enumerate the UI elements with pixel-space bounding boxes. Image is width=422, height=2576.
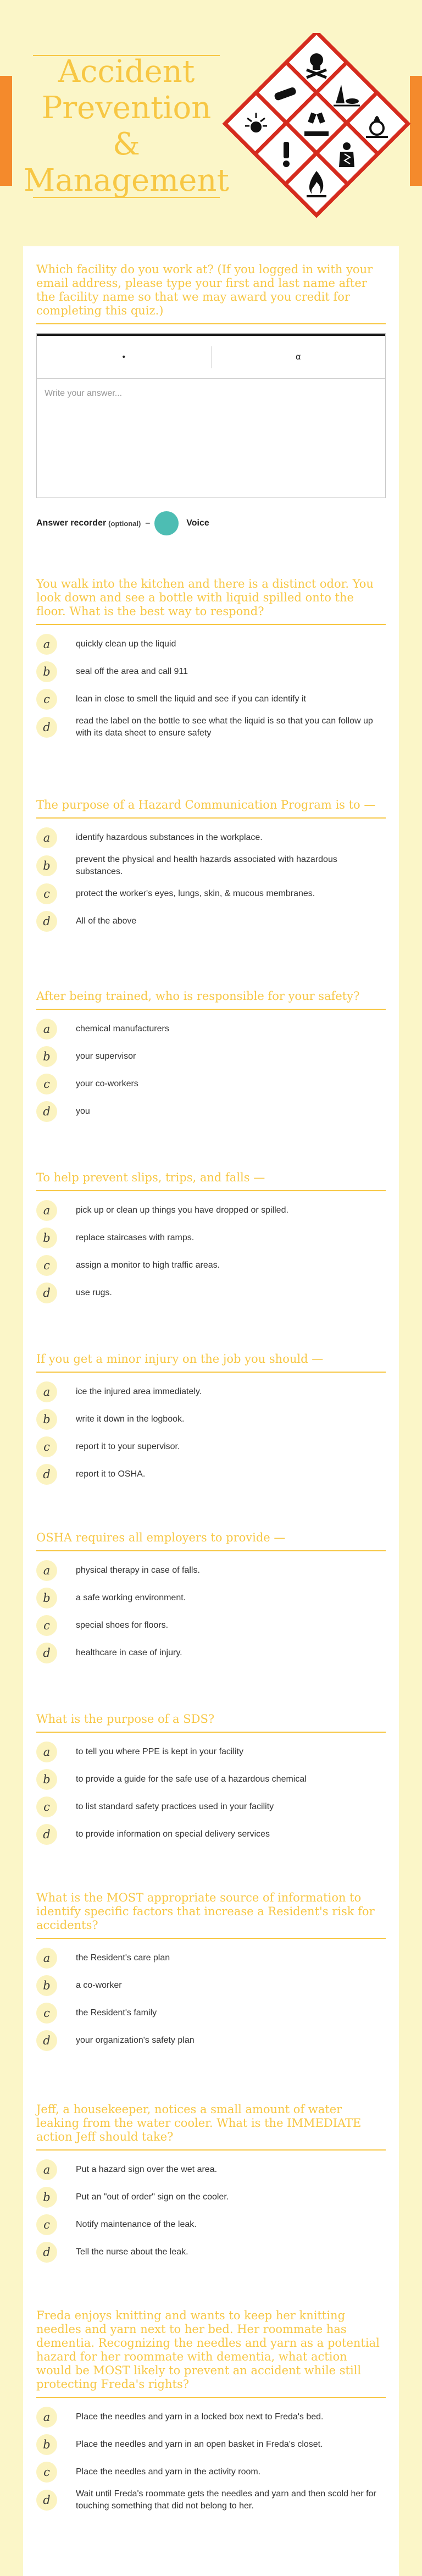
question-text: Jeff, a housekeeper, notices a small amount of water leaking from the water cooler. What is the IMMEDIATE action Jeff should take?: [36, 2103, 386, 2151]
answer-recorder: [36, 511, 386, 535]
special-characters-button[interactable]: α: [296, 352, 301, 362]
option-b[interactable]: [36, 2433, 386, 2456]
options-list: [36, 1199, 386, 1304]
option-letter-badge: d: [36, 1464, 57, 1485]
option-text: Notify maintenance of the leak.: [76, 2220, 197, 2229]
option-b[interactable]: [36, 660, 386, 683]
option-text: to list standard safety practices used in your facility: [76, 1802, 274, 1811]
option-letter-badge: c: [36, 883, 57, 904]
question-text: What is the MOST appropriate source of information to identify specific factors that increase a Resident's risk for accidents?: [36, 1891, 386, 1939]
option-text: pick up or clean up things you have dropped or spilled.: [76, 1206, 288, 1215]
option-b[interactable]: [36, 1768, 386, 1791]
options-list: [36, 1740, 386, 1846]
voice-label: Voice: [186, 518, 209, 528]
option-text: prevent the physical and health hazards associated with hazardous substances.: [76, 855, 337, 876]
option-letter-badge: b: [36, 1409, 57, 1430]
question-8: [36, 1712, 386, 1850]
option-a[interactable]: [36, 2406, 386, 2429]
option-c[interactable]: [36, 1795, 386, 1818]
option-a[interactable]: [36, 1018, 386, 1041]
option-letter-badge: b: [36, 1769, 57, 1790]
option-text: Wait until Freda's roommate gets the needles and yarn and then scold her for touching something that did not belong to her.: [76, 2489, 376, 2511]
option-text: the Resident's family: [76, 2008, 157, 2017]
option-text: Place the needles and yarn in a locked box next to Freda's bed.: [76, 2412, 324, 2422]
option-text: report it to your supervisor.: [76, 1442, 180, 1451]
option-text: assign a monitor to high traffic areas.: [76, 1261, 220, 1270]
question-text: To help prevent slips, trips, and falls —: [36, 1171, 386, 1191]
option-d[interactable]: [36, 1100, 386, 1123]
option-letter-badge: a: [36, 1381, 57, 1402]
question-1: [36, 263, 386, 324]
options-list: [36, 1018, 386, 1123]
option-letter-badge: a: [36, 2407, 57, 2428]
option-letter-badge: b: [36, 1975, 57, 1996]
question-10: [36, 2103, 386, 2268]
question-11: [36, 2309, 386, 2517]
question-text: After being trained, who is responsible for your safety?: [36, 990, 386, 1010]
option-c[interactable]: [36, 1614, 386, 1637]
option-b[interactable]: [36, 854, 386, 878]
option-b[interactable]: [36, 1045, 386, 1068]
option-letter-badge: b: [36, 1588, 57, 1608]
option-a[interactable]: [36, 633, 386, 656]
option-d[interactable]: [36, 1281, 386, 1304]
editor-toolbar: [37, 334, 385, 379]
option-letter-badge: a: [36, 827, 57, 848]
option-text: healthcare in case of injury.: [76, 1648, 182, 1657]
option-text: identify hazardous substances in the workplace.: [76, 833, 263, 842]
option-text: chemical manufacturers: [76, 1024, 169, 1033]
option-b[interactable]: [36, 1226, 386, 1250]
option-text: to provide information on special delivery services: [76, 1829, 270, 1839]
option-letter-badge: d: [36, 1283, 57, 1303]
options-list: [36, 1947, 386, 2052]
option-letter-badge: c: [36, 2462, 57, 2483]
option-c[interactable]: [36, 2002, 386, 2025]
answer-input[interactable]: [37, 379, 385, 496]
option-letter-badge: c: [36, 1796, 57, 1817]
option-d[interactable]: [36, 1463, 386, 1486]
option-text: your co-workers: [76, 1079, 138, 1088]
option-letter-badge: b: [36, 1228, 57, 1248]
option-c[interactable]: [36, 688, 386, 711]
option-letter-badge: d: [36, 1101, 57, 1122]
title-box: [24, 54, 229, 198]
options-list: [36, 2158, 386, 2264]
header: [0, 0, 422, 236]
question-6: [36, 1352, 386, 1490]
option-letter-badge: b: [36, 2187, 57, 2208]
option-b[interactable]: [36, 1586, 386, 1610]
question-text: OSHA requires all employers to provide —: [36, 1531, 386, 1551]
option-letter-badge: d: [36, 911, 57, 932]
option-c[interactable]: [36, 1254, 386, 1277]
ghs-hazard-pictograms: [220, 33, 413, 225]
option-b[interactable]: [36, 2186, 386, 2209]
recorder-label: Answer recorder: [36, 518, 107, 528]
option-a[interactable]: [36, 1380, 386, 1403]
option-text: Put an "out of order" sign on the cooler.: [76, 2192, 229, 2202]
option-letter-badge: c: [36, 689, 57, 710]
option-text: quickly clean up the liquid: [76, 639, 176, 649]
option-letter-badge: d: [36, 1824, 57, 1845]
left-accent-tab: [0, 76, 12, 186]
option-letter-badge: a: [36, 634, 57, 655]
option-c[interactable]: [36, 1073, 386, 1096]
record-voice-button[interactable]: [154, 511, 179, 535]
option-d[interactable]: [36, 1823, 386, 1846]
option-letter-badge: d: [36, 717, 57, 738]
question-5: [36, 1171, 386, 1309]
option-letter-badge: a: [36, 1560, 57, 1581]
option-text: All of the above: [76, 916, 137, 926]
option-letter-badge: b: [36, 855, 57, 876]
option-b[interactable]: [36, 1974, 386, 1997]
option-letter-badge: c: [36, 2003, 57, 2024]
question-2: [36, 577, 386, 744]
option-letter-badge: d: [36, 2242, 57, 2263]
option-letter-badge: d: [36, 2030, 57, 2051]
option-text: Place the needles and yarn in an open basket in Freda's closet.: [76, 2440, 323, 2449]
option-letter-badge: a: [36, 1948, 57, 1969]
option-letter-badge: c: [36, 1255, 57, 1276]
option-text: read the label on the bottle to see what the liquid is so that you can follow up with its data sheet to ensure safety: [76, 716, 373, 738]
option-a[interactable]: [36, 1199, 386, 1222]
option-text: Tell the nurse about the leak.: [76, 2247, 188, 2257]
option-a[interactable]: [36, 1947, 386, 1970]
options-list: [36, 633, 386, 739]
option-c[interactable]: [36, 882, 386, 905]
option-text: a safe working environment.: [76, 1593, 186, 1602]
option-text: replace staircases with ramps.: [76, 1233, 195, 1242]
options-list: [36, 1380, 386, 1486]
answer-editor: [36, 333, 386, 498]
question-text: Freda enjoys knitting and wants to keep her knitting needles and yarn next to her bed. Her roommate has dementia. Recognizing the needles and yarn as a potential hazard for her roommate with dementia, what action would be MOST likely to prevent an accident while still protecting Freda's rights?: [36, 2309, 386, 2398]
option-text: use rugs.: [76, 1288, 112, 1297]
option-d[interactable]: [36, 2029, 386, 2052]
question-text: Which facility do you work at? (If you logged in with your email address, please type your first and last name after the facility name so that we may award you credit for completing this quiz.): [36, 263, 386, 324]
option-d[interactable]: [36, 715, 386, 739]
option-c[interactable]: [36, 1435, 386, 1458]
option-letter-badge: a: [36, 1019, 57, 1040]
recorder-optional-label: (optional): [108, 519, 141, 528]
option-text: special shoes for floors.: [76, 1621, 169, 1630]
question-4: [36, 990, 386, 1127]
option-text: Put a hazard sign over the wet area.: [76, 2165, 218, 2174]
option-letter-badge: a: [36, 2159, 57, 2180]
option-letter-badge: b: [36, 2434, 57, 2455]
question-text: The purpose of a Hazard Communication Program is to —: [36, 798, 386, 819]
option-text: write it down in the logbook.: [76, 1414, 185, 1424]
option-letter-badge: c: [36, 2214, 57, 2235]
option-text: your supervisor: [76, 1052, 136, 1061]
option-letter-badge: d: [36, 2490, 57, 2511]
options-list: [36, 1559, 386, 1665]
option-a[interactable]: [36, 2158, 386, 2181]
question-7: [36, 1531, 386, 1669]
question-text: You walk into the kitchen and there is a distinct odor. You look down and see a bottle with liquid spilled onto the floor. What is the best way to respond?: [36, 577, 386, 625]
option-d[interactable]: [36, 910, 386, 933]
option-text: protect the worker's eyes, lungs, skin, & mucous membranes.: [76, 889, 315, 898]
option-text: Place the needles and yarn in the activity room.: [76, 2467, 261, 2477]
option-b[interactable]: [36, 1408, 386, 1431]
option-text: the Resident's care plan: [76, 1953, 170, 1963]
option-letter-badge: a: [36, 1742, 57, 1762]
option-letter-badge: c: [36, 1615, 57, 1636]
option-text: your organization's safety plan: [76, 2036, 195, 2045]
option-d[interactable]: [36, 2241, 386, 2264]
option-letter-badge: b: [36, 661, 57, 682]
recorder-separator: –: [145, 518, 151, 528]
option-text: a co-worker: [76, 1981, 122, 1990]
option-text: seal off the area and call 911: [76, 667, 188, 676]
option-text: to provide a guide for the safe use of a hazardous chemical: [76, 1775, 307, 1784]
option-c[interactable]: [36, 2461, 386, 2484]
option-text: lean in close to smell the liquid and see if you can identify it: [76, 694, 306, 704]
question-text: If you get a minor injury on the job you should —: [36, 1352, 386, 1373]
option-d[interactable]: [36, 2488, 386, 2512]
option-text: physical therapy in case of falls.: [76, 1566, 200, 1575]
option-letter-badge: c: [36, 1436, 57, 1457]
options-list: [36, 2406, 386, 2512]
option-a[interactable]: [36, 826, 386, 849]
option-a[interactable]: [36, 1740, 386, 1764]
option-letter-badge: c: [36, 1074, 57, 1094]
options-list: [36, 826, 386, 933]
question-3: [36, 798, 386, 937]
question-9: [36, 1891, 386, 2057]
option-letter-badge: d: [36, 1643, 57, 1663]
option-text: report it to OSHA.: [76, 1469, 146, 1479]
option-d[interactable]: [36, 1641, 386, 1665]
option-c[interactable]: [36, 2213, 386, 2236]
option-a[interactable]: [36, 1559, 386, 1582]
option-letter-badge: b: [36, 1046, 57, 1067]
option-text: ice the injured area immediately.: [76, 1387, 202, 1396]
option-text: to tell you where PPE is kept in your facility: [76, 1747, 244, 1756]
page-title: Accident Prevention & Management: [24, 54, 229, 198]
option-letter-badge: a: [36, 1200, 57, 1221]
bullet-list-button[interactable]: •: [122, 352, 126, 362]
question-text: What is the purpose of a SDS?: [36, 1712, 386, 1733]
option-text: you: [76, 1107, 90, 1116]
